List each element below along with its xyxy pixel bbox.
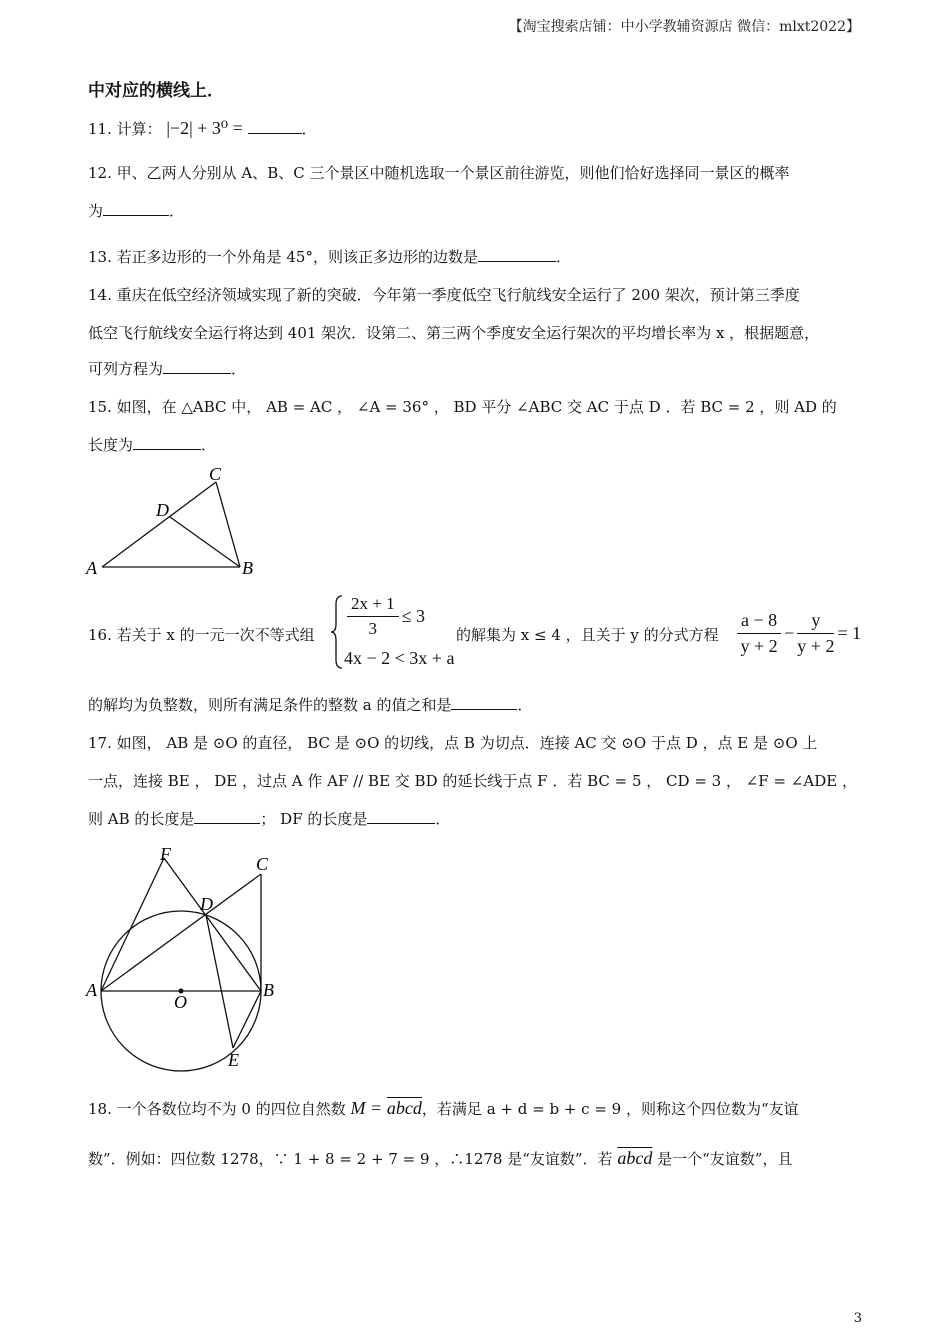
q18-m-symbol: M = — [350, 1098, 383, 1118]
question-14-line2: 低空飞行航线安全运行将达到 401 架次．设第二、第三两个季度安全运行架次的平均增长率为 x ，根据题意， — [88, 324, 820, 342]
q14-answer-blank[interactable] — [163, 359, 231, 374]
q18-line1-text-b: ，若满足 a + d = b + c = 9 ，则称这个四位数为“友谊 — [421, 1100, 799, 1118]
equation-rhs: = 1 — [837, 623, 862, 643]
q14-end: ． — [231, 360, 247, 378]
label-O: O — [174, 992, 187, 1012]
q17-answer-blank-1[interactable] — [194, 809, 260, 824]
question-17-line1: 17. 如图， AB 是 ⊙O 的直径， BC 是 ⊙O 的切线，点 B 为切点．连接 AC 交 ⊙O 于点 D ，点 E 是 ⊙O 上 — [88, 734, 818, 752]
q17-answer-blank-2[interactable] — [367, 809, 435, 824]
q16-line2-text: 的解均为负整数，则所有满足条件的整数 a 的值之和是 — [88, 696, 452, 714]
label-F: F — [160, 844, 171, 864]
q18-overline-number: abcd — [386, 1098, 422, 1118]
triangle-figure — [80, 460, 280, 580]
q11-answer-blank[interactable] — [248, 119, 302, 134]
q13-text: 13. 若正多边形的一个外角是 45°，则该正多边形的边数是 — [88, 248, 478, 266]
label-B2: B — [263, 980, 274, 1000]
q17-line3-text-a: 则 AB 的长度是 — [88, 810, 195, 828]
q18-line1-text-a: 18. 一个各数位均不为 0 的四位自然数 — [88, 1100, 346, 1118]
q12-answer-blank[interactable] — [103, 201, 169, 216]
question-18-line1 — [88, 1098, 799, 1119]
question-17-line3 — [88, 808, 450, 829]
question-16-line2 — [88, 694, 533, 715]
q15-answer-blank[interactable] — [133, 435, 201, 450]
label-B: B — [242, 558, 253, 578]
brace-icon — [330, 594, 344, 670]
ineq1-relation: ≤ 3 — [401, 606, 425, 626]
q11-expression: |−2| + 3⁰ = — [166, 118, 243, 138]
label-D: D — [156, 500, 169, 520]
page-number: 3 — [853, 1311, 862, 1326]
question-17-line2: 一点，连接 BE ， DE ，过点 A 作 AF // BE 交 BD 的延长线于点 F ．若 BC = 5 ， CD = 3 ， ∠F = ∠ADE ， — [88, 772, 857, 790]
ineq1-denominator: 3 — [368, 619, 378, 638]
question-14-line1: 14. 重庆在低空经济领域实现了新的突破．今年第一季度低空飞行航线安全运行了 200 架次，预计第三季度 — [88, 286, 800, 304]
q18-overline-number-2: abcd — [617, 1148, 653, 1168]
minus-sign: − — [784, 623, 795, 643]
q17-line3-text-b: ； DF 的长度是 — [260, 810, 368, 828]
q11-prefix: 11. 计算： — [88, 120, 162, 138]
frac2-denominator: y + 2 — [797, 636, 835, 656]
question-18-line2 — [88, 1148, 792, 1169]
question-12-line2 — [88, 200, 184, 221]
label-A: A — [86, 558, 97, 578]
question-15-line2 — [88, 434, 216, 455]
question-11 — [88, 118, 317, 139]
question-16-prefix: 16. 若关于 x 的一元一次不等式组 — [88, 626, 315, 644]
q16-answer-blank[interactable] — [451, 695, 517, 710]
label-E: E — [228, 1050, 239, 1070]
q15-line2-text: 长度为 — [88, 436, 134, 454]
inequality-system — [330, 594, 455, 670]
frac1-denominator: y + 2 — [740, 636, 778, 656]
label-C2: C — [256, 854, 269, 874]
label-C: C — [209, 464, 222, 484]
circle-figure — [80, 838, 300, 1078]
q18-line2-text-a: 数”．例如：四位数 1278，∵ 1 + 8 = 2 + 7 = 9 ，∴1278 是“友谊数”．若 — [88, 1150, 613, 1168]
question-16-middle: 的解集为 x ≤ 4 ，且关于 y 的分式方程 — [456, 626, 719, 644]
q18-line2-text-b: 是一个“友谊数”，且 — [657, 1150, 793, 1168]
question-14-line3 — [88, 358, 246, 379]
q11-end: ． — [301, 120, 317, 138]
inequality-1 — [344, 594, 425, 639]
fractional-equation — [734, 610, 861, 657]
inequality-2: 4x − 2 < 3x + a — [344, 648, 455, 668]
ineq1-numerator: 2x + 1 — [347, 594, 399, 617]
question-15-line1: 15. 如图，在 △ABC 中， AB = AC ， ∠A = 36° ， BD 平分 ∠ABC 交 AC 于点 D ．若 BC = 2 ，则 AD 的 — [88, 398, 837, 416]
question-13 — [88, 246, 571, 267]
q17-end: ． — [435, 810, 451, 828]
q15-end: ． — [201, 436, 217, 454]
q13-end: ． — [555, 248, 571, 266]
frac2-numerator: y — [797, 610, 834, 634]
q12-end: ． — [169, 202, 185, 220]
question-12-line1: 12. 甲、乙两人分别从 A、B、C 三个景区中随机选取一个景区前往游览，则他们恰好选择同一景区的概率 — [88, 164, 790, 182]
q13-answer-blank[interactable] — [478, 247, 556, 262]
q16-end: ． — [517, 696, 533, 714]
frac1-numerator: a − 8 — [737, 610, 781, 634]
q14-line3-text: 可列方程为 — [88, 360, 164, 378]
section-intro: 中对应的横线上． — [88, 81, 224, 101]
q12-line2-text: 为 — [88, 202, 104, 220]
page-header: 【淘宝搜索店铺：中小学教辅资源店 微信：mlxt2022】 — [508, 19, 860, 35]
label-D2: D — [200, 894, 213, 914]
label-A2: A — [86, 980, 97, 1000]
